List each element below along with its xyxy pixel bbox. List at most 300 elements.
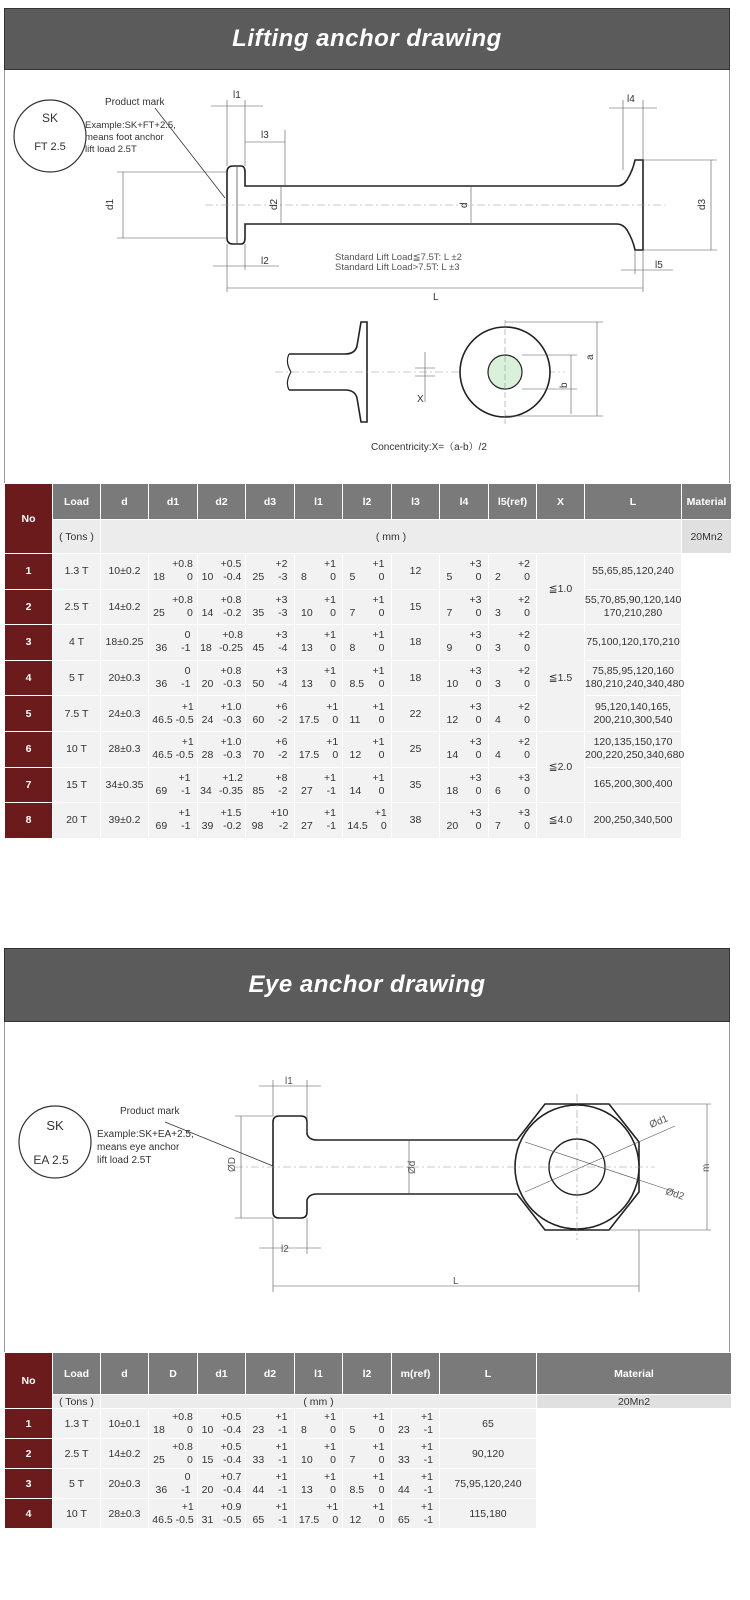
- tol-upper: +1: [275, 1500, 288, 1513]
- lifting-spec-table: [4, 483, 732, 839]
- tolerance: [447, 701, 482, 727]
- tol-limits: [320, 1411, 336, 1437]
- tol-nominal: 18: [200, 642, 212, 655]
- tol-limits: [221, 1441, 242, 1467]
- tol-lower: -3: [278, 606, 288, 619]
- row-x: ≦4.0: [537, 803, 585, 839]
- tol-nominal: 46.5: [152, 713, 173, 726]
- tol-upper: +1: [178, 807, 191, 820]
- row-l1: [295, 1469, 343, 1499]
- tol-lower: -1: [181, 784, 191, 797]
- row-l2: [343, 803, 392, 839]
- tol-upper: +1.0: [220, 700, 242, 713]
- row-L-line: 200,220,250,340,680: [585, 749, 685, 762]
- tol-lower: 0: [332, 713, 339, 726]
- tol-nominal: 3: [495, 606, 501, 619]
- col-l2: l2: [343, 484, 392, 520]
- tolerance: [253, 1411, 288, 1437]
- row-L-line: 75,85,95,120,160: [592, 665, 674, 678]
- tol-limits: [221, 1471, 242, 1497]
- tol-nominal: 14.5: [347, 820, 368, 833]
- tolerance: [253, 594, 288, 620]
- col-L: L: [585, 484, 682, 520]
- row-no: 4: [5, 660, 53, 696]
- tol-lower: 0: [378, 1453, 385, 1466]
- row-l4: [440, 554, 489, 590]
- tol-nominal: 8.5: [349, 678, 365, 691]
- row-d: 20±0.3: [101, 1469, 149, 1499]
- row-no: 4: [5, 1499, 53, 1529]
- tol-nominal: 10: [201, 1423, 214, 1436]
- tol-limits: [176, 736, 194, 762]
- tol-upper: +1: [372, 700, 385, 713]
- eye-badge-line1: SK: [46, 1118, 64, 1133]
- tol-upper: 0: [184, 629, 191, 642]
- tol-upper: +3: [469, 736, 482, 749]
- std-lift-line2: Standard Lift Load>7.5T: L ±3: [335, 262, 460, 273]
- row-L-line: 200,250,340,500: [593, 813, 673, 826]
- tol-nominal: 11: [349, 713, 361, 726]
- tol-upper: +1: [420, 1440, 433, 1453]
- tol-nominal: 65: [398, 1513, 410, 1526]
- tol-lower: 0: [475, 749, 482, 762]
- tol-lower: -1: [423, 1423, 433, 1436]
- tol-lower: -4: [278, 678, 288, 691]
- tolerance: [447, 736, 482, 762]
- row-load: 5 T: [53, 660, 101, 696]
- tolerance: [350, 558, 385, 584]
- tol-limits: [271, 772, 287, 798]
- tol-nominal: 7: [349, 606, 356, 619]
- row-d: 28±0.3: [101, 1499, 149, 1529]
- tol-limits: [221, 665, 242, 691]
- tolerance: [495, 629, 530, 655]
- tolerance: [253, 1441, 288, 1467]
- tol-limits: [176, 701, 194, 727]
- row-d2: [198, 554, 246, 590]
- tol-nominal: 2: [495, 571, 501, 584]
- tolerance: [447, 665, 482, 691]
- tol-limits: [271, 1411, 287, 1437]
- row-L: [585, 660, 685, 696]
- tol-lower: -2: [279, 820, 289, 833]
- example-line3: lift load 2.5T: [85, 144, 137, 155]
- tolerance: [202, 736, 242, 762]
- tol-nominal: 18: [446, 784, 459, 797]
- tol-limits: [514, 594, 530, 620]
- row-no: 8: [5, 803, 53, 839]
- tol-upper: +1.2: [222, 771, 243, 784]
- tol-upper: +1.0: [220, 736, 242, 749]
- row-l1: [295, 731, 343, 767]
- tolerance: [495, 558, 530, 584]
- row-l3: 22: [392, 696, 440, 732]
- tol-nominal: 25: [153, 606, 165, 619]
- tol-upper: +0.5: [220, 1440, 242, 1453]
- tolerance: [153, 1411, 193, 1437]
- tol-lower: 0: [330, 1483, 336, 1496]
- tolerance: [202, 558, 242, 584]
- tol-limits: [514, 629, 530, 655]
- tol-lower: -1: [423, 1483, 433, 1496]
- tol-upper: +10: [270, 807, 289, 820]
- tolerance: [350, 1471, 385, 1497]
- row-d: 10±0.2: [101, 554, 149, 590]
- tol-limits: [271, 1471, 287, 1497]
- dim-l5: l5: [655, 260, 663, 271]
- row-no: 7: [5, 767, 53, 803]
- tol-limits: [368, 736, 384, 762]
- tol-nominal: 65: [252, 1513, 265, 1526]
- row-l2: [343, 731, 392, 767]
- tol-nominal: 24: [201, 713, 214, 726]
- tol-limits: [514, 772, 530, 798]
- tol-upper: +0.5: [220, 558, 242, 571]
- tolerance: [252, 807, 289, 833]
- eye-material: 20Mn2: [537, 1395, 732, 1409]
- tol-limits: [221, 1411, 242, 1437]
- tol-nominal: 27: [301, 784, 313, 797]
- tol-lower: -1: [326, 820, 336, 833]
- tol-lower: 0: [186, 606, 193, 619]
- tol-upper: +1: [323, 771, 336, 784]
- tolerance: [301, 665, 336, 691]
- tol-limits: [368, 1411, 384, 1437]
- tol-lower: 0: [475, 784, 482, 797]
- row-m: [392, 1409, 440, 1439]
- tol-upper: +2: [275, 558, 288, 571]
- row-d3: [246, 696, 295, 732]
- row-L: [585, 554, 682, 590]
- tolerance: [253, 1501, 288, 1527]
- row-l2: [343, 1499, 392, 1529]
- tol-lower: 0: [332, 1513, 339, 1526]
- tol-lower: -1: [278, 1453, 288, 1466]
- tol-upper: +0.8: [172, 593, 193, 606]
- row-L-line: 180,210,240,340,480: [585, 678, 685, 691]
- tol-lower: -0.2: [223, 606, 242, 619]
- tol-limits: [172, 1411, 193, 1437]
- tolerance: [153, 558, 193, 584]
- tolerance: [153, 594, 193, 620]
- tol-limits: [465, 701, 481, 727]
- tol-nominal: 70: [252, 749, 265, 762]
- row-load: 15 T: [53, 767, 101, 803]
- tol-upper: +0.7: [220, 1470, 242, 1483]
- tol-upper: +1: [323, 807, 336, 820]
- unit-mm: ( mm ): [101, 520, 682, 554]
- row-l2: [343, 1409, 392, 1439]
- row-D: [149, 1439, 198, 1469]
- row-m: [392, 1469, 440, 1499]
- tol-upper: +2: [517, 665, 530, 678]
- tol-upper: +1: [323, 629, 336, 642]
- tol-limits: [174, 772, 190, 798]
- tol-nominal: 33: [252, 1453, 265, 1466]
- tol-lower: -0.3: [223, 678, 242, 691]
- tol-upper: +1: [372, 629, 385, 642]
- tolerance: [202, 1441, 242, 1467]
- tol-limits: [221, 736, 242, 762]
- tol-upper: +3: [517, 771, 530, 784]
- tol-lower: -0.5: [175, 713, 194, 726]
- row-L: [585, 589, 682, 625]
- tol-nominal: 35: [252, 606, 265, 619]
- row-no: 6: [5, 731, 53, 767]
- row-L: 65: [440, 1409, 537, 1439]
- row-l4: [440, 731, 489, 767]
- tol-lower: 0: [378, 713, 385, 726]
- tol-upper: +0.8: [172, 558, 193, 571]
- tolerance: [253, 772, 288, 798]
- col-material: Material: [682, 484, 732, 520]
- row-l4: [440, 660, 489, 696]
- eye-unit-tons: ( Tons ): [53, 1395, 101, 1409]
- tol-nominal: 14: [349, 784, 362, 797]
- row-d3: [246, 803, 295, 839]
- dim-d2: d2: [269, 198, 280, 210]
- row-no: 2: [5, 589, 53, 625]
- row-l4: [440, 696, 489, 732]
- tol-nominal: 15: [201, 1453, 214, 1466]
- eye-col-m: m(ref): [392, 1353, 440, 1395]
- tol-limits: [465, 807, 481, 833]
- table-row: [5, 1409, 732, 1439]
- tol-nominal: 36: [155, 678, 168, 691]
- tol-upper: +1: [275, 1470, 288, 1483]
- tolerance: [253, 558, 288, 584]
- tol-lower: 0: [378, 749, 385, 762]
- example-line1: Example:SK+FT+2.5,: [85, 120, 176, 131]
- tol-lower: -1: [423, 1513, 433, 1526]
- lifting-material: 20Mn2: [682, 520, 732, 554]
- example-line2: means foot anchor: [85, 132, 164, 143]
- tol-limits: [320, 1441, 336, 1467]
- tol-lower: 0: [186, 1453, 193, 1466]
- row-L-line: 170,210,280: [603, 606, 663, 619]
- row-l3: 18: [392, 625, 440, 661]
- tolerance: [152, 701, 193, 727]
- eye-header-row: [5, 1353, 732, 1395]
- tol-limits: [172, 558, 193, 584]
- row-no: 3: [5, 625, 53, 661]
- tol-lower: 0: [475, 820, 482, 833]
- tol-upper: +1: [181, 700, 194, 713]
- tol-limits: [465, 772, 481, 798]
- row-l2: [343, 767, 392, 803]
- tolerance: [447, 629, 482, 655]
- tol-upper: +1: [323, 1470, 336, 1483]
- tol-upper: +1: [323, 593, 336, 606]
- tol-upper: +1: [326, 736, 339, 749]
- tolerance: [350, 594, 385, 620]
- tolerance: [347, 807, 386, 833]
- eye-col-d2: d2: [246, 1353, 295, 1395]
- row-d2: [198, 731, 246, 767]
- tol-limits: [368, 594, 384, 620]
- tolerance: [398, 1411, 433, 1437]
- tol-limits: [271, 1441, 287, 1467]
- tol-nominal: 13: [301, 678, 313, 691]
- tol-lower: 0: [475, 678, 482, 691]
- row-l3: 38: [392, 803, 440, 839]
- row-l1: [295, 1439, 343, 1469]
- tol-nominal: 69: [155, 784, 168, 797]
- tol-limits: [465, 629, 481, 655]
- eye-col-no: No: [5, 1353, 53, 1409]
- tol-limits: [465, 736, 481, 762]
- lifting-header-row: [5, 484, 732, 520]
- tolerance: [156, 629, 191, 655]
- tol-lower: -0.35: [218, 784, 243, 797]
- tol-nominal: 34: [200, 784, 212, 797]
- tol-lower: 0: [475, 642, 482, 655]
- tol-nominal: 8: [301, 571, 307, 584]
- row-x: ≦1.5: [537, 625, 585, 732]
- row-l4: [440, 625, 489, 661]
- tol-nominal: 27: [301, 820, 313, 833]
- tol-limits: [368, 629, 384, 655]
- tolerance: [350, 629, 385, 655]
- tol-lower: -0.4: [223, 1483, 242, 1496]
- tol-lower: 0: [186, 1423, 193, 1436]
- row-no: 1: [5, 1409, 53, 1439]
- col-d: d: [101, 484, 149, 520]
- eye-units-row: [5, 1395, 732, 1409]
- tolerance: [153, 1441, 193, 1467]
- tol-upper: +0.8: [172, 1410, 193, 1423]
- tol-lower: 0: [475, 606, 482, 619]
- tol-nominal: 8.5: [349, 1483, 365, 1496]
- tolerance: [350, 736, 385, 762]
- row-load: 2.5 T: [53, 589, 101, 625]
- tol-nominal: 12: [349, 749, 362, 762]
- tolerance: [350, 772, 385, 798]
- tol-lower: -1: [181, 642, 191, 655]
- row-l5: [489, 589, 537, 625]
- tol-nominal: 36: [155, 1483, 168, 1496]
- tolerance: [253, 1471, 288, 1497]
- row-d1: [149, 660, 198, 696]
- tol-nominal: 31: [201, 1513, 214, 1526]
- tol-upper: +3: [469, 700, 482, 713]
- tol-nominal: 10: [446, 678, 459, 691]
- tol-limits: [322, 1501, 338, 1527]
- tol-nominal: 17.5: [298, 1513, 320, 1526]
- tolerance: [301, 1441, 336, 1467]
- tolerance: [301, 772, 336, 798]
- row-d: 10±0.1: [101, 1409, 149, 1439]
- row-l5: [489, 660, 537, 696]
- tol-lower: -3: [278, 571, 288, 584]
- row-l1: [295, 625, 343, 661]
- table-row: [5, 1439, 732, 1469]
- tol-lower: 0: [378, 1423, 385, 1436]
- tol-limits: [368, 701, 384, 727]
- tol-limits: [368, 665, 384, 691]
- tol-lower: 0: [330, 571, 336, 584]
- tol-lower: 0: [378, 1483, 385, 1496]
- row-L-line: 75,100,120,170,210: [586, 635, 680, 648]
- tol-upper: +1: [372, 1470, 385, 1483]
- row-l4: [440, 589, 489, 625]
- tol-nominal: 5: [349, 1423, 356, 1436]
- tol-upper: +3: [517, 807, 530, 820]
- tol-upper: +2: [517, 558, 530, 571]
- tol-limits: [221, 1501, 242, 1527]
- row-L: [585, 696, 682, 732]
- tol-upper: +3: [469, 629, 482, 642]
- row-d1: [198, 1439, 246, 1469]
- row-no: 3: [5, 1469, 53, 1499]
- tol-lower: 0: [475, 571, 482, 584]
- eye-spec-table: [4, 1352, 732, 1529]
- tolerance: [299, 701, 338, 727]
- col-d2: d2: [198, 484, 246, 520]
- tol-nominal: 5: [349, 571, 356, 584]
- row-L: [585, 625, 682, 661]
- row-d2: [246, 1499, 295, 1529]
- tol-upper: +1: [323, 665, 336, 678]
- col-d1: d1: [149, 484, 198, 520]
- tol-limits: [514, 736, 530, 762]
- tol-lower: -2: [278, 713, 288, 726]
- tol-lower: 0: [332, 749, 339, 762]
- tol-nominal: 46.5: [152, 749, 173, 762]
- tol-limits: [221, 701, 242, 727]
- tol-nominal: 50: [252, 678, 265, 691]
- tol-lower: 0: [524, 606, 530, 619]
- lifting-units-row: [5, 520, 732, 554]
- row-l5: [489, 625, 537, 661]
- tol-upper: +1: [372, 1410, 385, 1423]
- tol-lower: 0: [475, 713, 482, 726]
- row-D: [149, 1469, 198, 1499]
- dim-l3: l3: [261, 130, 269, 141]
- row-load: 5 T: [53, 1469, 101, 1499]
- tolerance: [301, 807, 336, 833]
- tol-lower: 0: [524, 678, 530, 691]
- tol-upper: +0.8: [172, 1440, 193, 1453]
- eye-col-D: D: [149, 1353, 198, 1395]
- tol-lower: -0.4: [223, 1423, 242, 1436]
- tol-limits: [322, 701, 338, 727]
- tolerance: [202, 1411, 242, 1437]
- row-d2: [198, 767, 246, 803]
- tol-limits: [176, 1501, 194, 1527]
- tolerance: [398, 1471, 433, 1497]
- tol-nominal: 85: [252, 784, 265, 797]
- dim-l2: l2: [261, 256, 269, 267]
- tolerance: [350, 1411, 385, 1437]
- row-load: 10 T: [53, 731, 101, 767]
- tol-upper: +0.8: [220, 665, 242, 678]
- tol-nominal: 18: [153, 1423, 165, 1436]
- row-d1: [149, 767, 198, 803]
- tolerance: [447, 772, 482, 798]
- tol-nominal: 7: [495, 820, 501, 833]
- tolerance: [495, 665, 530, 691]
- row-d: 18±0.25: [101, 625, 149, 661]
- row-l3: 18: [392, 660, 440, 696]
- tol-nominal: 45: [252, 642, 265, 655]
- tol-lower: 0: [378, 678, 385, 691]
- tol-upper: +1: [420, 1470, 433, 1483]
- tol-lower: 0: [378, 606, 385, 619]
- row-load: 4 T: [53, 625, 101, 661]
- col-x: X: [537, 484, 585, 520]
- tol-lower: -1: [181, 820, 191, 833]
